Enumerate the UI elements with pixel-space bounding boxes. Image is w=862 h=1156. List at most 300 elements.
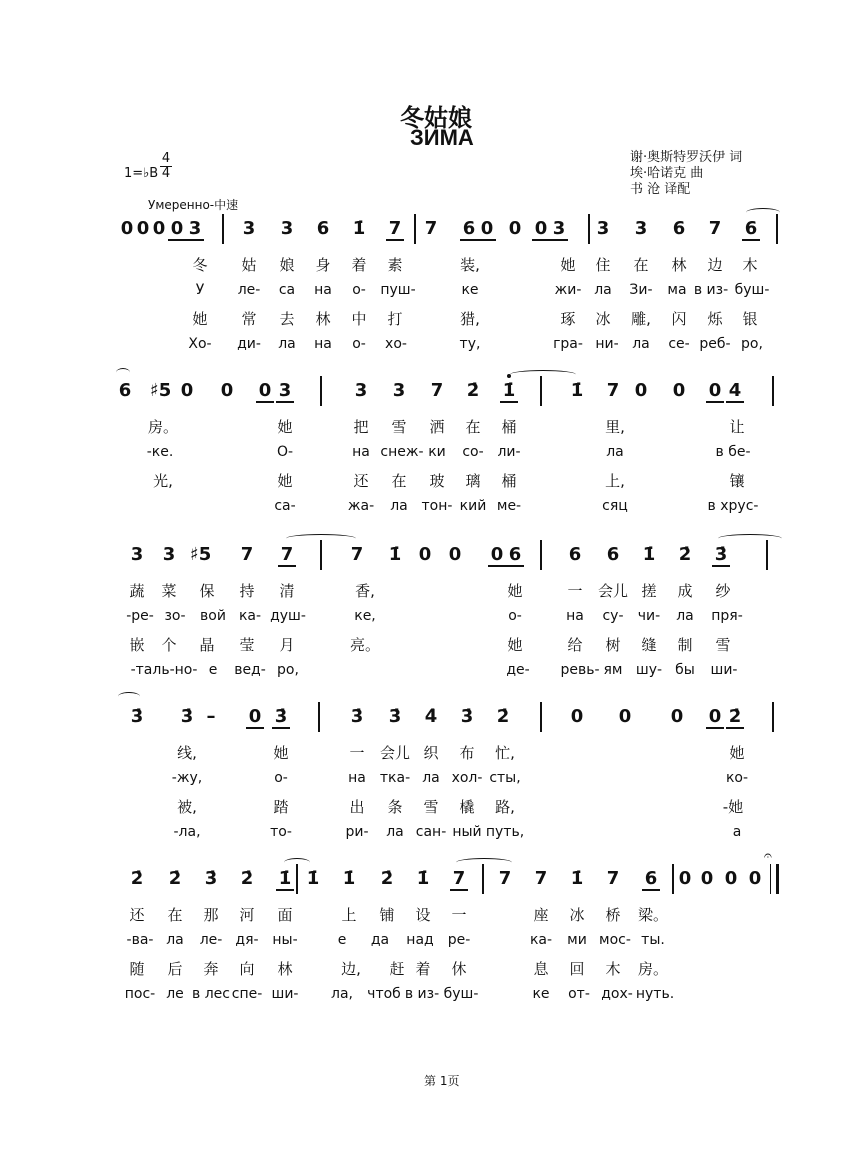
note: 0 [448, 544, 462, 565]
lyric: 奔 [203, 960, 219, 978]
note: 0 [220, 380, 234, 401]
lyric: са- [274, 498, 296, 514]
lyric: -ре- [126, 608, 154, 624]
lyric-line-1 [0, 254, 862, 278]
lyric: 会儿 [379, 744, 411, 762]
note: 3̇ [272, 706, 290, 729]
lyric: -ла, [173, 824, 201, 840]
credit-lyricist: 谢·奥斯特罗沃伊 词 [630, 150, 743, 165]
note: 2̇ [496, 706, 510, 727]
system-4 [0, 702, 862, 852]
note: 2̇ [130, 868, 144, 889]
lyric: 她 [560, 256, 576, 274]
lyric: се- [668, 336, 690, 352]
lyric: 面 [277, 906, 293, 924]
note: 7 [430, 380, 444, 401]
lyric: ро, [277, 662, 299, 678]
note: 0 [152, 218, 166, 239]
lyric: 她 [192, 310, 208, 328]
lyric: 织 [423, 744, 439, 762]
barline [540, 540, 542, 570]
lyric: О- [276, 444, 294, 460]
note: 3̇ [350, 706, 364, 727]
note: 7 [386, 218, 404, 241]
lyric: 烁 [707, 310, 723, 328]
lyric: 嵌 [129, 636, 145, 654]
lyric: дох- [601, 986, 633, 1002]
lyric: са [278, 282, 296, 298]
note: ♯5 [190, 544, 212, 565]
lyric: 布 [459, 744, 475, 762]
lyric: ям [603, 662, 623, 678]
note: 0 [180, 380, 194, 401]
lyric: 光, [153, 472, 173, 490]
lyric: 银 [742, 310, 758, 328]
lyric: 房。 [637, 960, 669, 978]
lyric: 缝 [641, 636, 657, 654]
lyric: ка- [529, 932, 553, 948]
notes-row [0, 376, 862, 410]
lyric: на [314, 336, 332, 352]
lyric: 上 [341, 906, 357, 924]
note: 1̇ [276, 868, 294, 891]
lyric: дя- [235, 932, 259, 948]
note: 6 [506, 544, 524, 567]
lyric: 她 [277, 418, 293, 436]
note: 0 [136, 218, 150, 239]
lyric: 香, [355, 582, 375, 600]
note: 3 [354, 380, 368, 401]
note: 1̇ [416, 868, 430, 889]
lyric: -ке. [146, 444, 174, 460]
lyric: 常 [241, 310, 257, 328]
note: 6 [606, 544, 620, 565]
lyric: 赶 [389, 960, 405, 978]
lyric: 还 [129, 906, 145, 924]
barline [776, 214, 778, 244]
lyric: кий [459, 498, 487, 514]
note: 1̇ [570, 868, 584, 889]
lyric: 雪 [391, 418, 407, 436]
lyric: 在 [167, 906, 183, 924]
barline [296, 864, 298, 894]
barline [320, 376, 322, 406]
lyric: 纱 [715, 582, 731, 600]
lyric: бы [675, 662, 695, 678]
note: 0 [168, 218, 186, 241]
final-barline [770, 864, 779, 894]
lyric: путь, [485, 824, 525, 840]
lyric: 着 [351, 256, 367, 274]
lyric: о- [274, 770, 288, 786]
note: 4 [726, 380, 744, 403]
note: 7 [350, 544, 364, 565]
tie [118, 692, 140, 701]
lyric: 着 [415, 960, 431, 978]
lyric: ке [532, 986, 550, 1002]
credit-composer: 埃·哈诺克 曲 [630, 166, 704, 181]
lyric-line-1 [0, 742, 862, 766]
lyric: 随 [129, 960, 145, 978]
lyric: 设 [415, 906, 431, 924]
note: 6 [460, 218, 478, 241]
lyric: жи- [554, 282, 582, 298]
lyric: су- [602, 608, 624, 624]
note: 0 [418, 544, 432, 565]
lyric: 在 [465, 418, 481, 436]
lyric: 雪 [715, 636, 731, 654]
note: 3̇ [712, 544, 730, 567]
note: 3 [634, 218, 648, 239]
lyric: сяц [602, 498, 628, 514]
note: 2̇ [678, 544, 692, 565]
note: 1̇ [388, 544, 402, 565]
system-5 [0, 848, 862, 1014]
lyric: 璃 [465, 472, 481, 490]
lyric: 洒 [429, 418, 445, 436]
lyric: -她 [722, 798, 744, 816]
lyric: тка- [379, 770, 411, 786]
lyric: жа- [347, 498, 375, 514]
lyric: 一 [349, 744, 365, 762]
key-signature [124, 166, 158, 181]
lyric: 保 [199, 582, 215, 600]
lyric: со- [462, 444, 484, 460]
lyric: от- [568, 986, 590, 1002]
note: 7 [240, 544, 254, 565]
lyric: 她 [277, 472, 293, 490]
lyric-line-3 [0, 308, 862, 332]
lyric: хо- [385, 336, 407, 352]
note: 1̇ [570, 380, 584, 401]
lyric: буш- [734, 282, 770, 298]
note: 3 [186, 218, 204, 241]
lyric: 会儿 [597, 582, 629, 600]
lyric: 月 [279, 636, 295, 654]
note: 0 [120, 218, 134, 239]
song-subtitle: ЗИМА [410, 125, 474, 150]
lyric-line-3 [0, 796, 862, 820]
lyric: 冰 [569, 906, 585, 924]
lyric: Хо- [188, 336, 212, 352]
barline [222, 214, 224, 244]
note: 7 [708, 218, 722, 239]
barline [540, 376, 542, 406]
lyric: реб- [699, 336, 731, 352]
lyric: то- [270, 824, 292, 840]
lyric: 线, [177, 744, 197, 762]
note: 3̇ [180, 706, 194, 727]
lyric: 蔬 [129, 582, 145, 600]
lyric: -ва- [126, 932, 154, 948]
lyric: зо- [164, 608, 186, 624]
lyric: ри- [345, 824, 369, 840]
lyric: ту, [459, 336, 481, 352]
lyric: да [370, 932, 390, 948]
lyric: на [352, 444, 370, 460]
note: 1̇ [352, 218, 366, 239]
lyric: ке, [354, 608, 376, 624]
lyric: 莹 [239, 636, 255, 654]
lyric-line-2 [0, 282, 862, 306]
note: 0 [618, 706, 632, 727]
lyric: 闪 [671, 310, 687, 328]
note: ♯5 [150, 380, 172, 401]
lyric: о- [508, 608, 522, 624]
note: 6 [742, 218, 760, 241]
lyric-line-4 [0, 498, 862, 522]
lyric: 息 [533, 960, 549, 978]
lyric: 木 [742, 256, 758, 274]
note: 3 [130, 544, 144, 565]
note: 6 [316, 218, 330, 239]
note: 2̇ [240, 868, 254, 889]
lyric: ла [390, 498, 408, 514]
lyric: 出 [349, 798, 365, 816]
lyric: 去 [279, 310, 295, 328]
lyric: -жу, [171, 770, 203, 786]
note: 7 [424, 218, 438, 239]
lyric: 姑 [241, 256, 257, 274]
lyric: ме- [496, 498, 522, 514]
note: 0 [724, 868, 738, 889]
lyric: ты. [641, 932, 665, 948]
lyric: ла [166, 932, 184, 948]
lyric: 忙, [495, 744, 515, 762]
credit-translator: 书 沧 译配 [630, 182, 691, 197]
note: 0 [672, 380, 686, 401]
lyric-line-2 [0, 608, 862, 632]
lyric: 林 [671, 256, 687, 274]
lyric: 回 [569, 960, 585, 978]
note: 1̇ [342, 868, 356, 889]
lyric: е [208, 662, 218, 678]
lyric: 桶 [501, 472, 517, 490]
barline [482, 864, 484, 894]
lyric: 个 [161, 636, 177, 654]
note: 0 [678, 868, 692, 889]
lyric: ро, [741, 336, 763, 352]
lyric: 橇 [459, 798, 475, 816]
note: 3 [162, 544, 176, 565]
lyric: ле- [199, 932, 223, 948]
lyric: 把 [353, 418, 369, 436]
lyric: 那 [203, 906, 219, 924]
lyric: на [314, 282, 332, 298]
lyric: 制 [677, 636, 693, 654]
lyric: 路, [495, 798, 515, 816]
lyric: 冰 [595, 310, 611, 328]
barline [766, 540, 768, 570]
tie [746, 208, 780, 217]
key-prefix: 1= [124, 166, 144, 181]
lyric: спе- [231, 986, 263, 1002]
lyric: 边, [341, 960, 361, 978]
lyric: 被, [177, 798, 197, 816]
lyric: 住 [595, 256, 611, 274]
note: 0 [532, 218, 550, 241]
lyric: 玻 [429, 472, 445, 490]
lyric: 上, [605, 472, 625, 490]
lyric: над [406, 932, 434, 948]
note: 3 [242, 218, 256, 239]
note: 0 [700, 868, 714, 889]
lyric: 一 [451, 906, 467, 924]
note: 0 [706, 380, 724, 403]
barline [414, 214, 416, 244]
lyric: в лес [192, 986, 230, 1002]
lyric: 冬 [192, 256, 208, 274]
lyric: 琢 [560, 310, 576, 328]
lyric: чи- [637, 608, 661, 624]
lyric: 一 [567, 582, 583, 600]
note: 7 [498, 868, 512, 889]
lyric: 雪 [423, 798, 439, 816]
lyric: ши- [271, 986, 299, 1002]
note: 0 [634, 380, 648, 401]
lyric: 在 [391, 472, 407, 490]
note: 2̇ [380, 868, 394, 889]
note: 4̇ [424, 706, 438, 727]
lyric: ши- [710, 662, 738, 678]
note: 6 [568, 544, 582, 565]
song-title: 冬姑娘 [400, 103, 472, 132]
lyric: тон- [421, 498, 453, 514]
lyric: ла, [331, 986, 353, 1002]
lyric: 休 [451, 960, 467, 978]
lyric: буш- [443, 986, 479, 1002]
lyric: 梁。 [637, 906, 669, 924]
note: 0 [478, 218, 496, 241]
lyric: 镶 [729, 472, 745, 490]
lyric: 后 [167, 960, 183, 978]
lyric: 还 [353, 472, 369, 490]
lyric: 持 [239, 582, 255, 600]
lyric: ла [278, 336, 296, 352]
lyric: шу- [635, 662, 663, 678]
barline [540, 702, 542, 732]
lyric-line-1 [0, 904, 862, 928]
lyric: У [195, 282, 205, 298]
barline [588, 214, 590, 244]
lyric: 清 [279, 582, 295, 600]
lyric: 打 [387, 310, 403, 328]
note: 0 [256, 380, 274, 403]
lyric: в из- [404, 986, 440, 1002]
lyric: о- [352, 336, 366, 352]
time-top: 4 [161, 151, 171, 166]
lyric: ди- [237, 336, 261, 352]
lyric: мос- [599, 932, 631, 948]
lyric: 她 [507, 582, 523, 600]
lyric: вой [200, 608, 226, 624]
lyric: в бе- [715, 444, 751, 460]
lyric: ла [676, 608, 694, 624]
note: 3̇ [204, 868, 218, 889]
lyric: ке [461, 282, 479, 298]
lyric: 座 [533, 906, 549, 924]
lyric: ла [606, 444, 624, 460]
notes-row [0, 214, 862, 248]
time-bottom: 4 [161, 166, 171, 181]
lyric: 亮。 [349, 636, 381, 654]
lyric: вед- [234, 662, 266, 678]
note: 3 [392, 380, 406, 401]
lyric: ма [667, 282, 687, 298]
lyric: пря- [711, 608, 743, 624]
note: 3 [550, 218, 568, 241]
barline [772, 376, 774, 406]
lyric: ла [422, 770, 440, 786]
lyric: ка- [238, 608, 262, 624]
lyric: ле- [237, 282, 261, 298]
lyric-line-1 [0, 416, 862, 440]
lyric-line-2 [0, 770, 862, 794]
key-name: ♭B [143, 166, 159, 181]
lyric: 条 [387, 798, 403, 816]
lyric: снеж- [380, 444, 424, 460]
lyric: 她 [507, 636, 523, 654]
lyric: ки [428, 444, 446, 460]
tie [510, 370, 576, 379]
lyric: 她 [729, 744, 745, 762]
lyric: 让 [729, 418, 745, 436]
notes-row [0, 540, 862, 574]
note: 7 [534, 868, 548, 889]
lyric: ла [594, 282, 612, 298]
note: 7 [450, 868, 468, 891]
note: 0 [570, 706, 584, 727]
note: 0 [706, 706, 724, 729]
note: 2̇ [168, 868, 182, 889]
lyric: ны- [272, 932, 298, 948]
note: 0 [508, 218, 522, 239]
lyric: ни- [595, 336, 619, 352]
lyric: 菜 [161, 582, 177, 600]
lyric: 中 [351, 310, 367, 328]
lyric: 搓 [641, 582, 657, 600]
lyric-line-4 [0, 336, 862, 360]
lyric: 成 [677, 582, 693, 600]
note: 7 [278, 544, 296, 567]
lyric-line-2 [0, 932, 862, 956]
lyric: 晶 [199, 636, 215, 654]
note: 6 [672, 218, 686, 239]
lyric: 桥 [605, 906, 621, 924]
note: 3̇ [388, 706, 402, 727]
lyric: 猎, [460, 310, 480, 328]
lyric-line-3 [0, 958, 862, 982]
lyric-line-2 [0, 444, 862, 468]
lyric: 她 [273, 744, 289, 762]
note: 7 [606, 380, 620, 401]
lyric: 桶 [501, 418, 517, 436]
lyric: 在 [633, 256, 649, 274]
barline [318, 702, 320, 732]
barline [672, 864, 674, 894]
note: 3 [596, 218, 610, 239]
lyric: ревь- [560, 662, 600, 678]
barline [320, 540, 322, 570]
lyric: нуть. [635, 986, 675, 1002]
note: 6 [118, 380, 132, 401]
note: 0 [748, 868, 762, 889]
lyric: на [566, 608, 584, 624]
lyric: пуш- [380, 282, 416, 298]
notes-row [0, 848, 862, 898]
lyric: 树 [605, 636, 621, 654]
lyric: 房。 [147, 418, 179, 436]
